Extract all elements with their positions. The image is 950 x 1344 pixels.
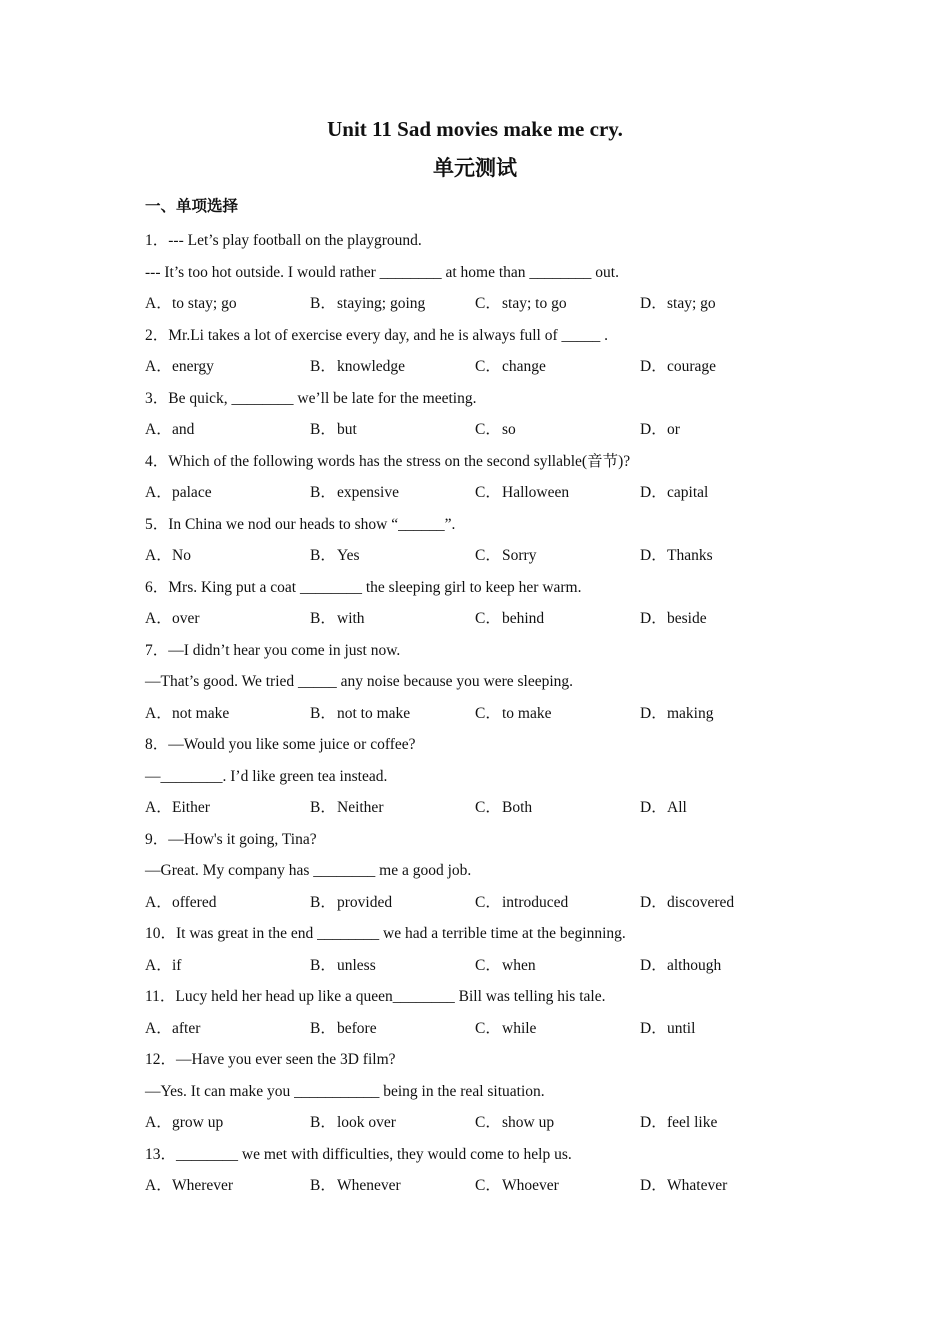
question-stem: 4．Which of the following words has the stress on the second syllable(音节)? xyxy=(145,452,631,470)
answer-option xyxy=(310,792,475,824)
option-letter: D． xyxy=(640,484,667,501)
answer-option xyxy=(640,1013,805,1045)
document-page xyxy=(145,112,805,1202)
answer-option xyxy=(145,351,310,383)
option-text: to stay; go xyxy=(172,295,237,312)
option-text: look over xyxy=(337,1114,396,1131)
question-dialogue-line: —That’s good. We tried _____ any noise because you were sleeping. xyxy=(145,673,574,690)
question-item xyxy=(145,225,805,320)
answer-option xyxy=(145,792,310,824)
answer-option xyxy=(640,603,805,635)
option-letter: C． xyxy=(475,1114,501,1131)
answer-option xyxy=(145,1107,310,1139)
option-text: when xyxy=(502,956,536,974)
option-text: or xyxy=(667,421,680,438)
answer-option xyxy=(310,288,475,320)
answer-option xyxy=(475,477,640,509)
option-letter: B． xyxy=(310,295,336,312)
option-text: until xyxy=(667,1019,696,1037)
option-text: expensive xyxy=(337,484,399,501)
answer-option xyxy=(475,1107,640,1139)
option-letter: B． xyxy=(310,547,336,564)
answer-option xyxy=(310,414,475,446)
section-heading: 一、单项选择 xyxy=(145,198,239,215)
question-stem: 12．—Have you ever seen the 3D film? xyxy=(145,1051,396,1068)
question-stem: 6．Mrs. King put a coat ________ the sleeping girl to keep her warm. xyxy=(145,578,582,596)
answer-option xyxy=(640,351,805,383)
answer-option xyxy=(145,1013,310,1045)
option-text: staying; going xyxy=(337,295,426,312)
option-letter: A． xyxy=(145,799,172,816)
option-letter: C． xyxy=(475,1019,501,1037)
answer-options xyxy=(145,414,805,446)
option-letter: D． xyxy=(640,547,667,564)
option-text: not make xyxy=(172,704,230,722)
answer-option xyxy=(640,792,805,824)
option-text: provided xyxy=(337,893,393,911)
option-text: stay; to go xyxy=(502,295,567,312)
option-letter: A． xyxy=(145,1177,172,1194)
question-item xyxy=(145,446,805,509)
answer-options xyxy=(145,950,805,982)
option-letter: A． xyxy=(145,610,172,627)
question-item xyxy=(145,729,805,824)
option-text: but xyxy=(337,421,357,438)
answer-option xyxy=(475,887,640,919)
answer-options xyxy=(145,288,805,320)
option-text: and xyxy=(172,421,195,438)
question-stem: 7．—I didn’t hear you come in just now. xyxy=(145,641,401,659)
option-text: over xyxy=(172,610,200,627)
answer-option xyxy=(640,477,805,509)
question-item xyxy=(145,572,805,635)
question-stem: 10．It was great in the end ________ we had a terrible time at the beginning. xyxy=(145,925,626,942)
answer-option xyxy=(145,950,310,982)
option-letter: B． xyxy=(310,610,336,627)
question-dialogue-line: —________. I’d like green tea instead. xyxy=(145,767,388,785)
option-letter: A． xyxy=(145,893,172,911)
answer-option xyxy=(145,477,310,509)
answer-option xyxy=(640,887,805,919)
option-text: discovered xyxy=(667,893,735,911)
answer-option xyxy=(475,698,640,730)
option-text: capital xyxy=(667,484,709,501)
answer-options xyxy=(145,540,805,572)
option-text: palace xyxy=(172,484,212,501)
option-text: grow up xyxy=(172,1114,224,1131)
option-text: behind xyxy=(502,610,545,627)
option-letter: C． xyxy=(475,484,501,501)
option-letter: B． xyxy=(310,1019,336,1037)
option-text: Whenever xyxy=(337,1177,401,1194)
answer-option xyxy=(310,950,475,982)
option-letter: B． xyxy=(310,1177,336,1194)
option-text: to make xyxy=(502,704,552,722)
question-dialogue-line: —Great. My company has ________ me a good job. xyxy=(145,862,472,879)
question-item xyxy=(145,383,805,446)
option-text: change xyxy=(502,358,546,375)
option-letter: C． xyxy=(475,358,501,375)
option-text: making xyxy=(667,704,714,722)
answer-options xyxy=(145,477,805,509)
option-letter: A． xyxy=(145,421,172,438)
option-letter: D． xyxy=(640,1177,667,1194)
option-letter: A． xyxy=(145,1019,172,1037)
option-letter: D． xyxy=(640,799,667,816)
question-item xyxy=(145,824,805,919)
question-item xyxy=(145,635,805,730)
answer-options xyxy=(145,887,805,919)
question-stem: 2．Mr.Li takes a lot of exercise every day, and he is always full of _____ . xyxy=(145,326,609,344)
option-letter: A． xyxy=(145,956,172,974)
option-letter: B． xyxy=(310,893,336,911)
option-text: Neither xyxy=(337,799,384,816)
answer-option xyxy=(475,414,640,446)
question-stem: 8．—Would you like some juice or coffee? xyxy=(145,736,416,753)
answer-option xyxy=(475,792,640,824)
option-text: if xyxy=(172,956,182,974)
answer-option xyxy=(310,1107,475,1139)
option-letter: C． xyxy=(475,956,501,974)
answer-option xyxy=(640,950,805,982)
option-text: energy xyxy=(172,358,214,375)
answer-option xyxy=(145,887,310,919)
answer-option xyxy=(310,540,475,572)
answer-options xyxy=(145,1107,805,1139)
option-text: not to make xyxy=(337,704,411,722)
option-text: Wherever xyxy=(172,1177,234,1194)
option-letter: A． xyxy=(145,295,172,312)
answer-option xyxy=(310,1170,475,1202)
option-letter: D． xyxy=(640,358,667,375)
option-text: unless xyxy=(337,956,376,974)
answer-option xyxy=(145,1170,310,1202)
answer-option xyxy=(310,477,475,509)
option-letter: B． xyxy=(310,704,336,722)
option-letter: A． xyxy=(145,484,172,501)
answer-option xyxy=(640,698,805,730)
answer-option xyxy=(475,288,640,320)
option-text: Both xyxy=(502,799,533,816)
answer-option xyxy=(475,1013,640,1045)
question-stem: 13．________ we met with difficulties, they would come to help us. xyxy=(145,1145,572,1163)
option-text: introduced xyxy=(502,893,569,911)
option-letter: B． xyxy=(310,799,336,816)
question-stem: 1．--- Let’s play football on the playground. xyxy=(145,232,422,249)
option-letter: D． xyxy=(640,295,667,312)
answer-options xyxy=(145,698,805,730)
answer-option xyxy=(640,540,805,572)
option-text: while xyxy=(502,1019,537,1037)
answer-option xyxy=(475,540,640,572)
answer-option xyxy=(475,603,640,635)
answer-option xyxy=(640,414,805,446)
question-stem: 5．In China we nod our heads to show “______”. xyxy=(145,515,456,533)
answer-option xyxy=(475,351,640,383)
option-letter: C． xyxy=(475,610,501,627)
option-letter: D． xyxy=(640,956,667,974)
answer-option xyxy=(310,603,475,635)
option-letter: B． xyxy=(310,484,336,501)
answer-option xyxy=(310,698,475,730)
option-letter: A． xyxy=(145,1114,172,1131)
option-letter: D． xyxy=(640,1019,667,1037)
option-text: No xyxy=(172,547,191,564)
option-text: Whatever xyxy=(667,1177,728,1194)
option-text: Thanks xyxy=(667,547,713,564)
answer-option xyxy=(640,1107,805,1139)
option-text: offered xyxy=(172,893,217,911)
option-letter: D． xyxy=(640,1114,667,1131)
answer-option xyxy=(145,414,310,446)
question-item xyxy=(145,918,805,981)
option-text: although xyxy=(667,956,722,974)
option-text: show up xyxy=(502,1114,555,1131)
option-text: Either xyxy=(172,799,210,816)
question-stem: 3．Be quick, ________ we’ll be late for the meeting. xyxy=(145,389,477,407)
option-letter: D． xyxy=(640,893,667,911)
question-dialogue-line: —Yes. It can make you ___________ being in the real situation. xyxy=(145,1082,545,1100)
option-letter: C． xyxy=(475,799,501,816)
option-text: Sorry xyxy=(502,547,537,564)
answer-option xyxy=(310,1013,475,1045)
option-letter: C． xyxy=(475,295,501,312)
option-text: feel like xyxy=(667,1114,718,1131)
option-text: with xyxy=(337,610,365,627)
answer-options xyxy=(145,603,805,635)
question-item xyxy=(145,981,805,1044)
answer-options xyxy=(145,1013,805,1045)
answer-option xyxy=(640,288,805,320)
option-letter: D． xyxy=(640,421,667,438)
answer-option xyxy=(475,950,640,982)
option-letter: A． xyxy=(145,704,172,722)
question-item xyxy=(145,320,805,383)
answer-options xyxy=(145,1170,805,1202)
question-item xyxy=(145,1139,805,1202)
answer-option xyxy=(145,698,310,730)
answer-option xyxy=(310,351,475,383)
question-stem: 9．—How's it going, Tina? xyxy=(145,830,317,848)
option-text: Yes xyxy=(337,547,360,564)
option-letter: C． xyxy=(475,1177,501,1194)
option-letter: B． xyxy=(310,1114,336,1131)
answer-options xyxy=(145,351,805,383)
option-letter: B． xyxy=(310,358,336,375)
answer-option xyxy=(640,1170,805,1202)
option-text: before xyxy=(337,1019,377,1037)
document-subtitle: 单元测试 xyxy=(433,156,517,180)
document-title: Unit 11 Sad movies make me cry. xyxy=(327,117,623,141)
question-stem: 11．Lucy held her head up like a queen________ Bill was telling his tale. xyxy=(145,988,606,1005)
option-text: after xyxy=(172,1019,201,1037)
question-dialogue-line: --- It’s too hot outside. I would rather ________ at home than ________ out. xyxy=(145,263,619,281)
option-text: courage xyxy=(667,358,717,375)
answer-option xyxy=(145,540,310,572)
option-text: Halloween xyxy=(502,484,570,501)
option-text: beside xyxy=(667,610,707,627)
option-letter: A． xyxy=(145,547,172,564)
option-letter: B． xyxy=(310,956,336,974)
question-item xyxy=(145,509,805,572)
option-letter: C． xyxy=(475,893,501,911)
option-letter: D． xyxy=(640,610,667,627)
question-item xyxy=(145,1044,805,1139)
question-list xyxy=(145,225,805,1202)
option-text: stay; go xyxy=(667,295,716,312)
answer-option xyxy=(310,887,475,919)
option-letter: A． xyxy=(145,358,172,375)
answer-options xyxy=(145,792,805,824)
option-letter: C． xyxy=(475,421,501,438)
option-letter: B． xyxy=(310,421,336,438)
option-text: All xyxy=(667,799,687,816)
option-text: knowledge xyxy=(337,358,406,375)
option-letter: D． xyxy=(640,704,667,722)
option-letter: C． xyxy=(475,704,501,722)
answer-option xyxy=(145,288,310,320)
option-letter: C． xyxy=(475,547,501,564)
answer-option xyxy=(145,603,310,635)
option-text: so xyxy=(502,421,516,438)
answer-option xyxy=(475,1170,640,1202)
option-text: Whoever xyxy=(502,1177,559,1194)
